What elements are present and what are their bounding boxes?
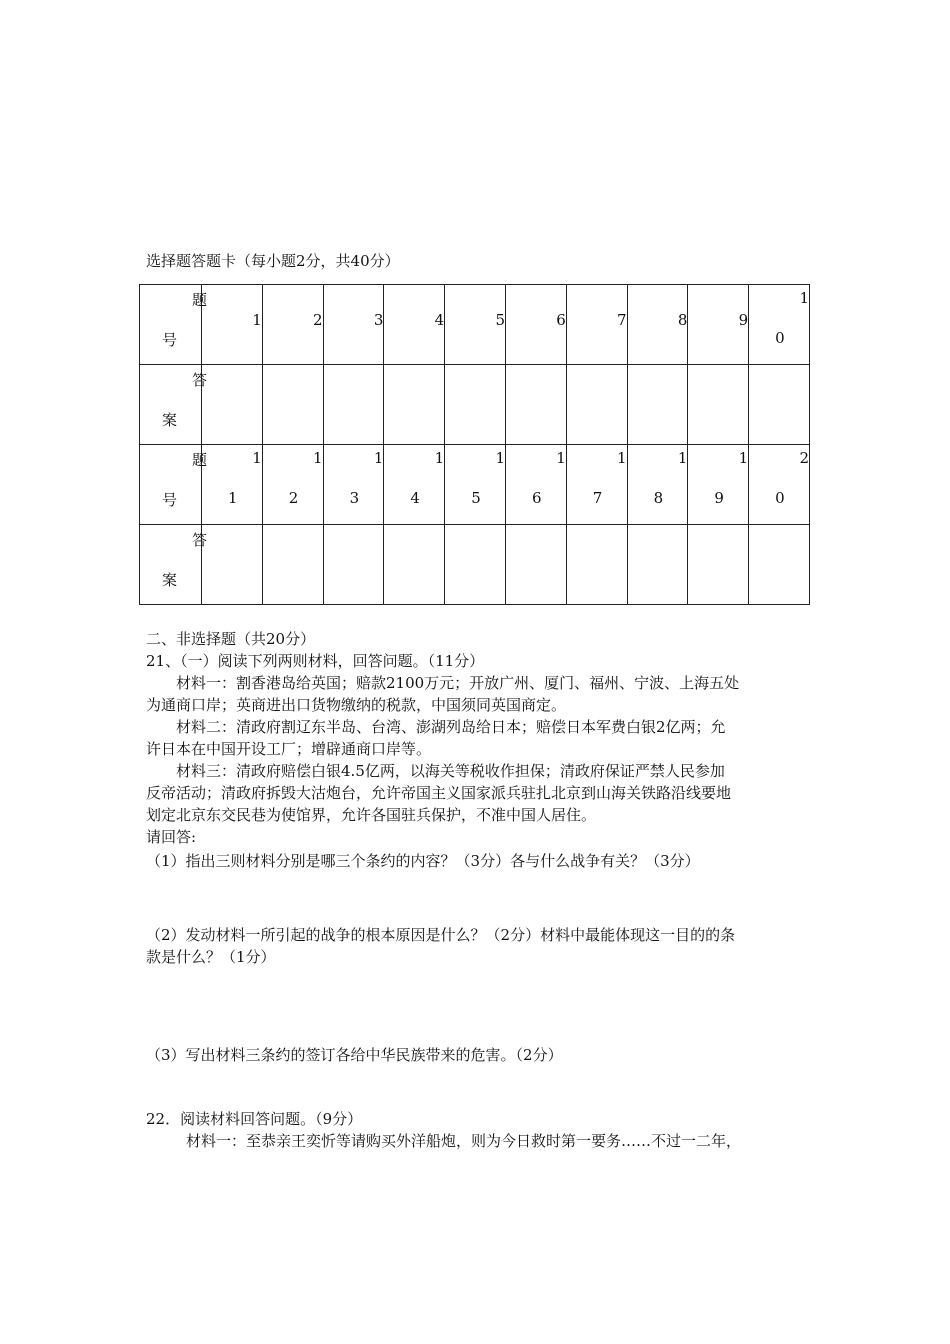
question-number-cell: 1 1 (202, 445, 263, 525)
table-row (140, 525, 810, 605)
answer-cell[interactable] (627, 525, 688, 605)
question-number-cell: 1 5 (445, 445, 506, 525)
question-number-cell: 6 (505, 285, 566, 365)
question-number-cell: 1 6 (505, 445, 566, 525)
table-row (140, 285, 810, 365)
answer-cell[interactable] (202, 365, 263, 445)
answer-card-title: 选择题答题卡（每小题2分，共40分） (146, 252, 400, 270)
question-number-cell: 2 0 (749, 445, 810, 525)
answer-cell[interactable] (323, 525, 384, 605)
question-number-cell: 1 9 (688, 445, 749, 525)
table-row (140, 365, 810, 445)
answer-header: 答 案 (140, 525, 202, 605)
question-number-cell: 1 4 (384, 445, 445, 525)
answer-cell[interactable] (323, 365, 384, 445)
sub-question-2-cont: 款是什么？（1分） (146, 948, 276, 966)
question-number-cell: 7 (566, 285, 627, 365)
material-2-line: 材料二：清政府割辽东半岛、台湾、澎湖列岛给日本；赔偿日本军费白银2亿两；允 (176, 718, 726, 736)
answer-cell[interactable] (262, 365, 323, 445)
material-1-line: 为通商口岸；英商进出口货物缴纳的税款，中国须同英国商定。 (146, 696, 567, 714)
question-22-title: 22．阅读材料回答问题。（9分） (146, 1110, 363, 1128)
question-number-cell: 8 (627, 285, 688, 365)
answer-prompt: 请回答: (146, 828, 197, 846)
answer-cell[interactable] (566, 365, 627, 445)
sub-question-2: （2）发动材料一所引起的战争的根本原因是什么？（2分）材料中最能体现这一目的的条 (146, 926, 736, 944)
material-2-line: 许日本在中国开设工厂；增辟通商口岸等。 (146, 740, 432, 758)
answer-cell[interactable] (384, 365, 445, 445)
answer-cell[interactable] (384, 525, 445, 605)
answer-space[interactable] (146, 872, 811, 924)
material-3-line: 划定北京东交民巷为使馆界，允许各国驻兵保护，不准中国人居住。 (146, 806, 597, 824)
question-number-cell: 5 (445, 285, 506, 365)
answer-cell[interactable] (445, 365, 506, 445)
question-number-cell: 1 0 (749, 285, 810, 365)
answer-cell[interactable] (505, 365, 566, 445)
answer-cell[interactable] (566, 525, 627, 605)
answer-cell[interactable] (688, 525, 749, 605)
question-number-header: 题 号 (140, 285, 202, 365)
answer-cell[interactable] (445, 525, 506, 605)
answer-cell[interactable] (202, 525, 263, 605)
answer-cell[interactable] (627, 365, 688, 445)
answer-space[interactable] (146, 968, 811, 1044)
sub-question-3: （3）写出材料三条约的签订各给中华民族带来的危害。（2分） (146, 1046, 563, 1064)
question-number-cell: 1 2 (262, 445, 323, 525)
material-3-line: 材料三：清政府赔偿白银4.5亿两，以海关等税收作担保；清政府保证严禁人民参加 (176, 762, 725, 780)
answer-cell[interactable] (262, 525, 323, 605)
question-number-cell: 1 3 (323, 445, 384, 525)
question-number-cell: 4 (384, 285, 445, 365)
answer-card-table (139, 284, 810, 605)
section-title: 二、非选择题（共20分） (146, 630, 316, 648)
answer-cell[interactable] (749, 525, 810, 605)
question-number-header: 题 号 (140, 445, 202, 525)
answer-cell[interactable] (505, 525, 566, 605)
answer-space[interactable] (146, 1066, 811, 1108)
answer-header: 答 案 (140, 365, 202, 445)
non-choice-section (146, 628, 811, 1152)
q22-material-1-line: 材料一：至恭亲王奕忻等请购买外洋船炮，则为今日救时第一要务……不过一二年， (186, 1132, 742, 1150)
question-number-cell: 1 8 (627, 445, 688, 525)
question-number-cell: 1 (202, 285, 263, 365)
question-number-cell: 9 (688, 285, 749, 365)
question-number-cell: 3 (323, 285, 384, 365)
material-3-line: 反帝活动；清政府拆毁大沽炮台，允许帝国主义国家派兵驻扎北京到山海关铁路沿线要地 (146, 784, 732, 802)
answer-cell[interactable] (688, 365, 749, 445)
answer-cell[interactable] (749, 365, 810, 445)
question-number-cell: 1 7 (566, 445, 627, 525)
question-number-cell: 2 (262, 285, 323, 365)
sub-question-1: （1）指出三则材料分别是哪三个条约的内容？（3分）各与什么战争有关？（3分） (146, 852, 700, 870)
table-row (140, 445, 810, 525)
material-1-line: 材料一：割香港岛给英国；赔款2100万元；开放广州、厦门、福州、宁波、上海五处 (176, 674, 740, 692)
question-21-title: 21、（一）阅读下列两则材料，回答问题。（11分） (146, 652, 485, 670)
